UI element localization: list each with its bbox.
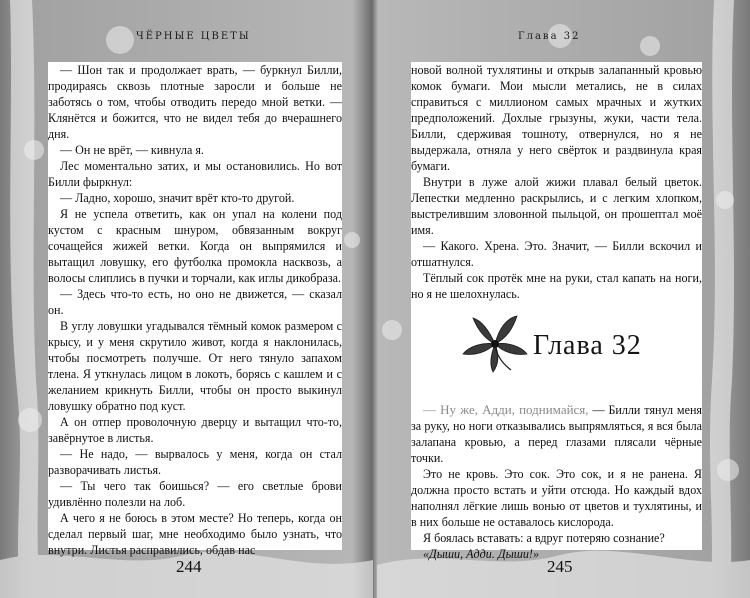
paragraph: — Какого. Хрена. Это. Значит, — Билли вскочил и отшатнулся. [411,239,702,269]
paragraph: А он отпер проволочную дверцу и вытащил что-то, завёрнутое в листья. [48,415,342,445]
italic-line: «Дыши, Адди. Дыши!» [423,547,540,561]
paragraph: — Шон так и продолжает врать, — буркнул Билли, продираясь сквозь плотные заросли и больше не заботясь о том, чтобы отводить передо мной ветки. — Клянётся и божится, что не видел тебя до вчерашнего дня. [48,63,342,141]
running-header-left: ЧЁРНЫЕ ЦВЕТЫ [136,31,251,42]
paragraph: новой волной тухлятины и открыв залапанный кровью комок бумаги. Мои мысли метались, не в силах справиться с миллионом самых мрачных и жутких предположений. Дохлые грызуны, жуки, части тела. Билли, сдерживая тошноту, отвернулся, но я не выдержала, отняла у него свёрток и раздвинула края бумаги. [411,63,702,173]
paragraph: — Здесь что-то есть, но оно не движется, — сказал он. [48,287,342,317]
chapter-heading [459,312,642,374]
right-page [377,0,750,598]
chapter-first-paragraph-rest: — Билли тянул меня за руку, но ноги отказывались выпрямляться, я вся была залапана кровью, а перед глазами плясали чёрные точки. [411,403,702,465]
running-header-right: Глава 32 [518,31,581,42]
paragraph: Внутри в луже алой жижи плавал белый цветок. Лепестки медленно раскрылись, и с легким хлопком, выстрелившим зловонной пыльцой, он прошептал моё имя. [411,175,702,237]
chapter-lead-in: — Ну же, Адди, поднимайся, [423,402,589,417]
right-text-column [411,62,702,561]
paragraph: Лес моментально затих, и мы остановились. Но вот Билли фыркнул: [48,159,342,189]
paragraph: В углу ловушки угадывался тёмный комок размером с крысу, и у меня скрутило живот, когда я наклонилась, чтобы посмотреть получше. От него тянуло запахом тлена. Я уткнулась лицом в локоть, борясь с кашлем и с желанием крикнуть Билли, чтобы он просто выкинул ловушку обратно под куст. [48,319,342,413]
paragraph: — Ты чего так боишься? — его светлые брови удивлённо полезли на лоб. [48,479,342,509]
paragraph: Тёплый сок протёк мне на руки, стал капать на ноги, но я не шелохнулась. [411,271,702,301]
chapter-title: Глава 32 [533,330,642,361]
paragraph: — Не надо, — вырвалось у меня, когда он стал разворачивать листья. [48,447,342,477]
page-number-right: 245 [547,557,573,576]
flower-icon [459,312,531,374]
chapter-first-paragraph [411,402,702,466]
paragraph: — Ладно, хорошо, значит врёт кто-то другой. [60,191,295,205]
left-page [0,0,373,598]
paragraph: Я не успела ответить, как он упал на колени под кустом с красным шнуром, обвязанным вокруг сочащейся жижей ветки. Когда он выпрямился и вытащил ловушку, его футболка промокла насквозь, а волосы слиплись в пучки и торчали, как иглы дикобраза. [48,207,342,285]
left-text-column [48,62,342,557]
paragraph: Это не кровь. Это сок. Это сок, и я не ранена. Я должна просто встать и уйти отсюда. Но каждый вдох наполнял лёгкие лишь вонью от цветов и тухлятины, и в них больше не оставалось кислорода. [411,467,702,529]
page-number-left: 244 [176,557,202,576]
paragraph: А чего я не боюсь в этом месте? Но теперь, когда он сделал первый шаг, мне необходимо было узнать, что внутри. Листья расправились, обдав нас [48,511,342,557]
paragraph: — Он не врёт, — кивнула я. [60,143,204,157]
paragraph: Я боялась вставать: а вдруг потеряю сознание? [423,531,665,545]
